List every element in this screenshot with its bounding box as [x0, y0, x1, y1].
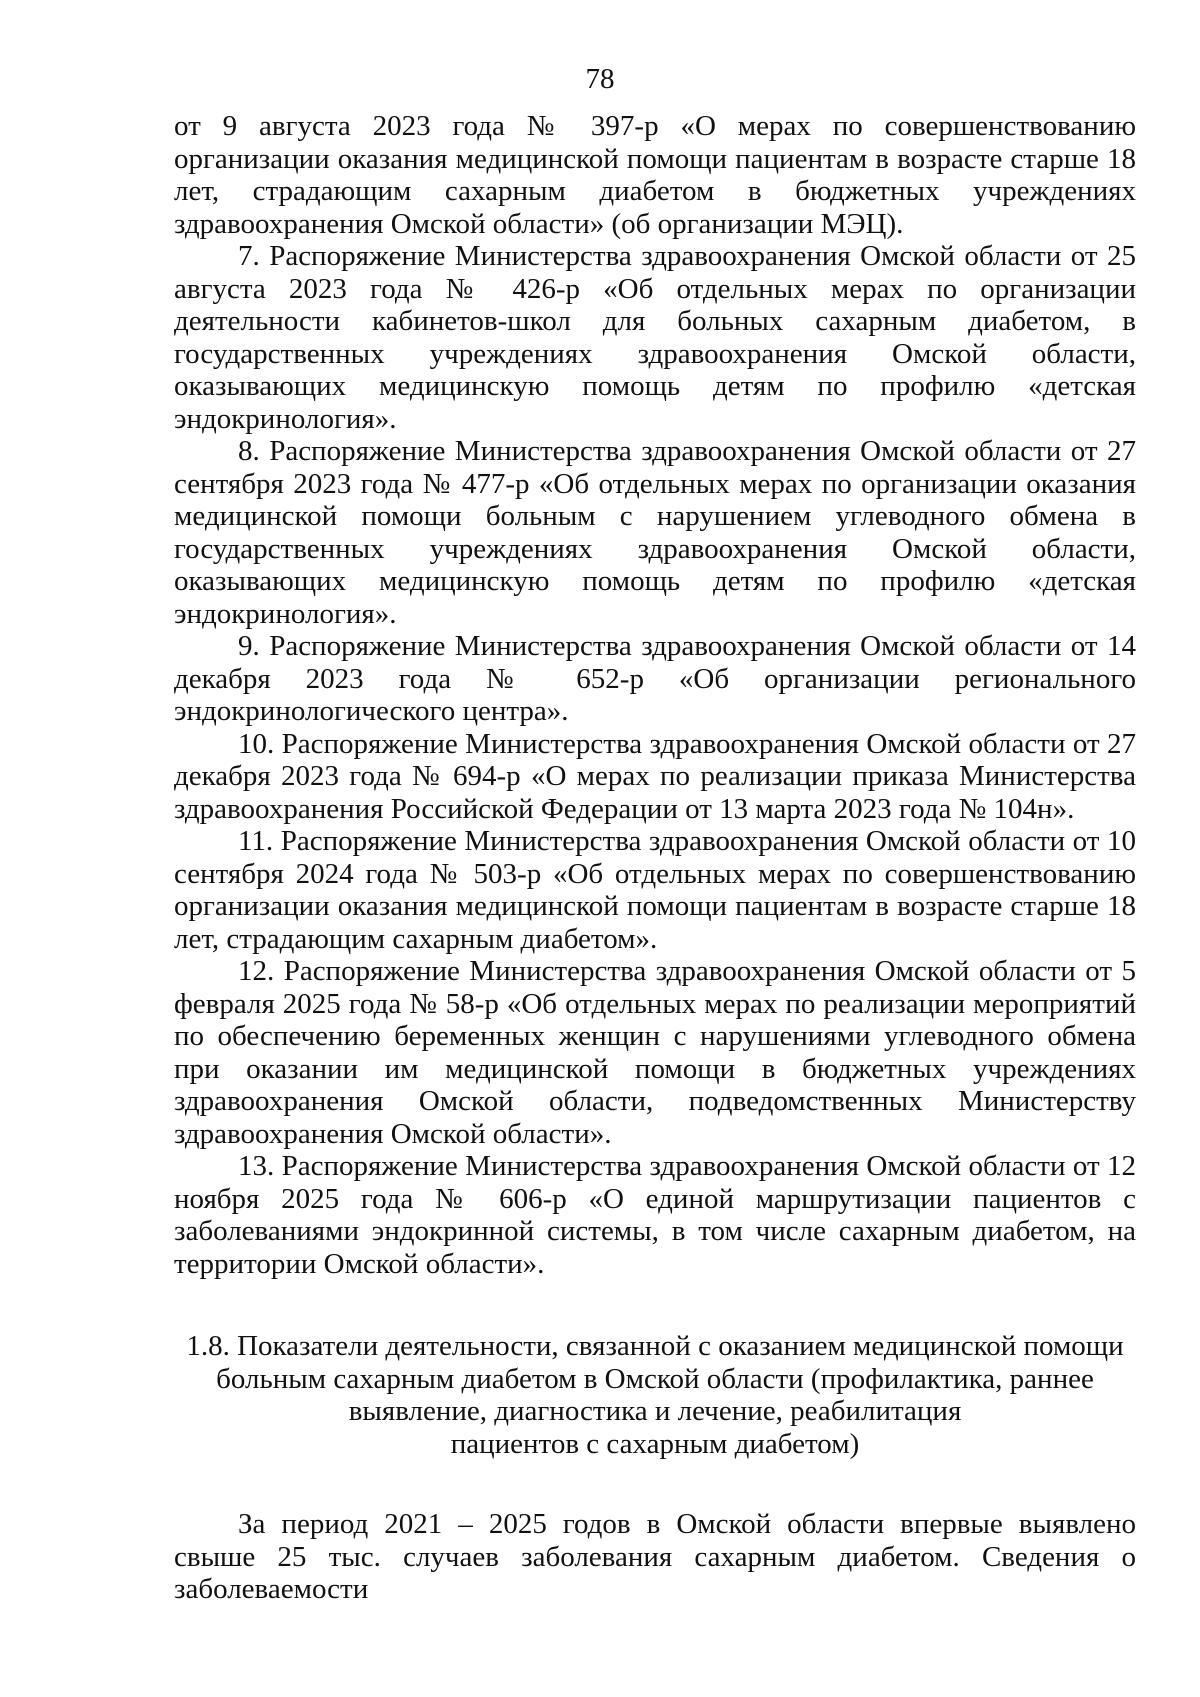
- page-number: 78: [585, 63, 615, 95]
- paragraph-item-10: 10. Распоряжение Министерства здравоохранения Омской области от 27 декабря 2023 года № 694-р «О мерах по реализации приказа Министерства здравоохранения Российской Федерации от 13 марта 2023 года № 104н».: [174, 727, 1136, 825]
- paragraph-item-9: 9. Распоряжение Министерства здравоохранения Омской области от 14 декабря 2023 года № 652-р «Об организации регионального эндокринологического центра».: [174, 630, 1136, 727]
- paragraph-item-12: 12. Распоряжение Министерства здравоохранения Омской области от 5 февраля 2025 года № 58-р «Об отдельных мерах по реализации мероприятий по обеспечению беременных женщин с нарушениями углеводного обмена при оказании им медицинской помощи в бюджетных учреждениях здравоохранения Омской области, подведомственных Министерству здравоохранения Омской области».: [174, 955, 1136, 1150]
- section-heading: [174, 1330, 1136, 1460]
- document-body: [174, 110, 1136, 1606]
- section-heading-line: 1.8. Показатели деятельности, связанной с оказанием медицинской помощи: [186, 1330, 1124, 1362]
- paragraph-item-13: 13. Распоряжение Министерства здравоохранения Омской области от 12 ноября 2025 года № 606-р «О единой маршрутизации пациентов с заболеваниями эндокринной системы, в том числе сахарным диабетом, на территории Омской области».: [174, 1150, 1136, 1280]
- paragraph-continuation: от 9 августа 2023 года № 397-р «О мерах по совершенствованию организации оказания медицинской помощи пациентам в возрасте старше 18 лет, страдающим сахарным диабетом в бюджетных учреждениях здравоохранения Омской области» (об организации МЭЦ).: [174, 110, 1136, 240]
- section-heading-line: больным сахарным диабетом в Омской области (профилактика, раннее: [216, 1362, 1094, 1395]
- closing-paragraph: За период 2021 – 2025 годов в Омской области впервые выявлено свыше 25 тыс. случаев заболевания сахарным диабетом. Сведения о заболеваемости: [174, 1508, 1136, 1605]
- section-heading-line: выявление, диагностика и лечение, реабилитация: [348, 1395, 962, 1427]
- paragraph-item-11: 11. Распоряжение Министерства здравоохранения Омской области от 10 сентября 2024 года № 503-р «Об отдельных мерах по совершенствованию организации оказания медицинской помощи пациентам в возрасте старше 18 лет, страдающим сахарным диабетом».: [174, 825, 1136, 955]
- paragraph-item-7: 7. Распоряжение Министерства здравоохранения Омской области от 25 августа 2023 года № 426-р «Об отдельных мерах по организации деятельности кабинетов-школ для больных сахарным диабетом, в государственных учреждениях здравоохранения Омской области, оказывающих медицинскую помощь детям по профилю «детская эндокринология».: [174, 240, 1136, 435]
- paragraph-item-8: 8. Распоряжение Министерства здравоохранения Омской области от 27 сентября 2023 года № 477-р «Об отдельных мерах по организации оказания медицинской помощи больным с нарушением углеводного обмена в государственных учреждениях здравоохранения Омской области, оказывающих медицинскую помощь детям по профилю «детская эндокринология».: [174, 435, 1136, 630]
- section-heading-line: пациентов с сахарным диабетом): [450, 1427, 860, 1460]
